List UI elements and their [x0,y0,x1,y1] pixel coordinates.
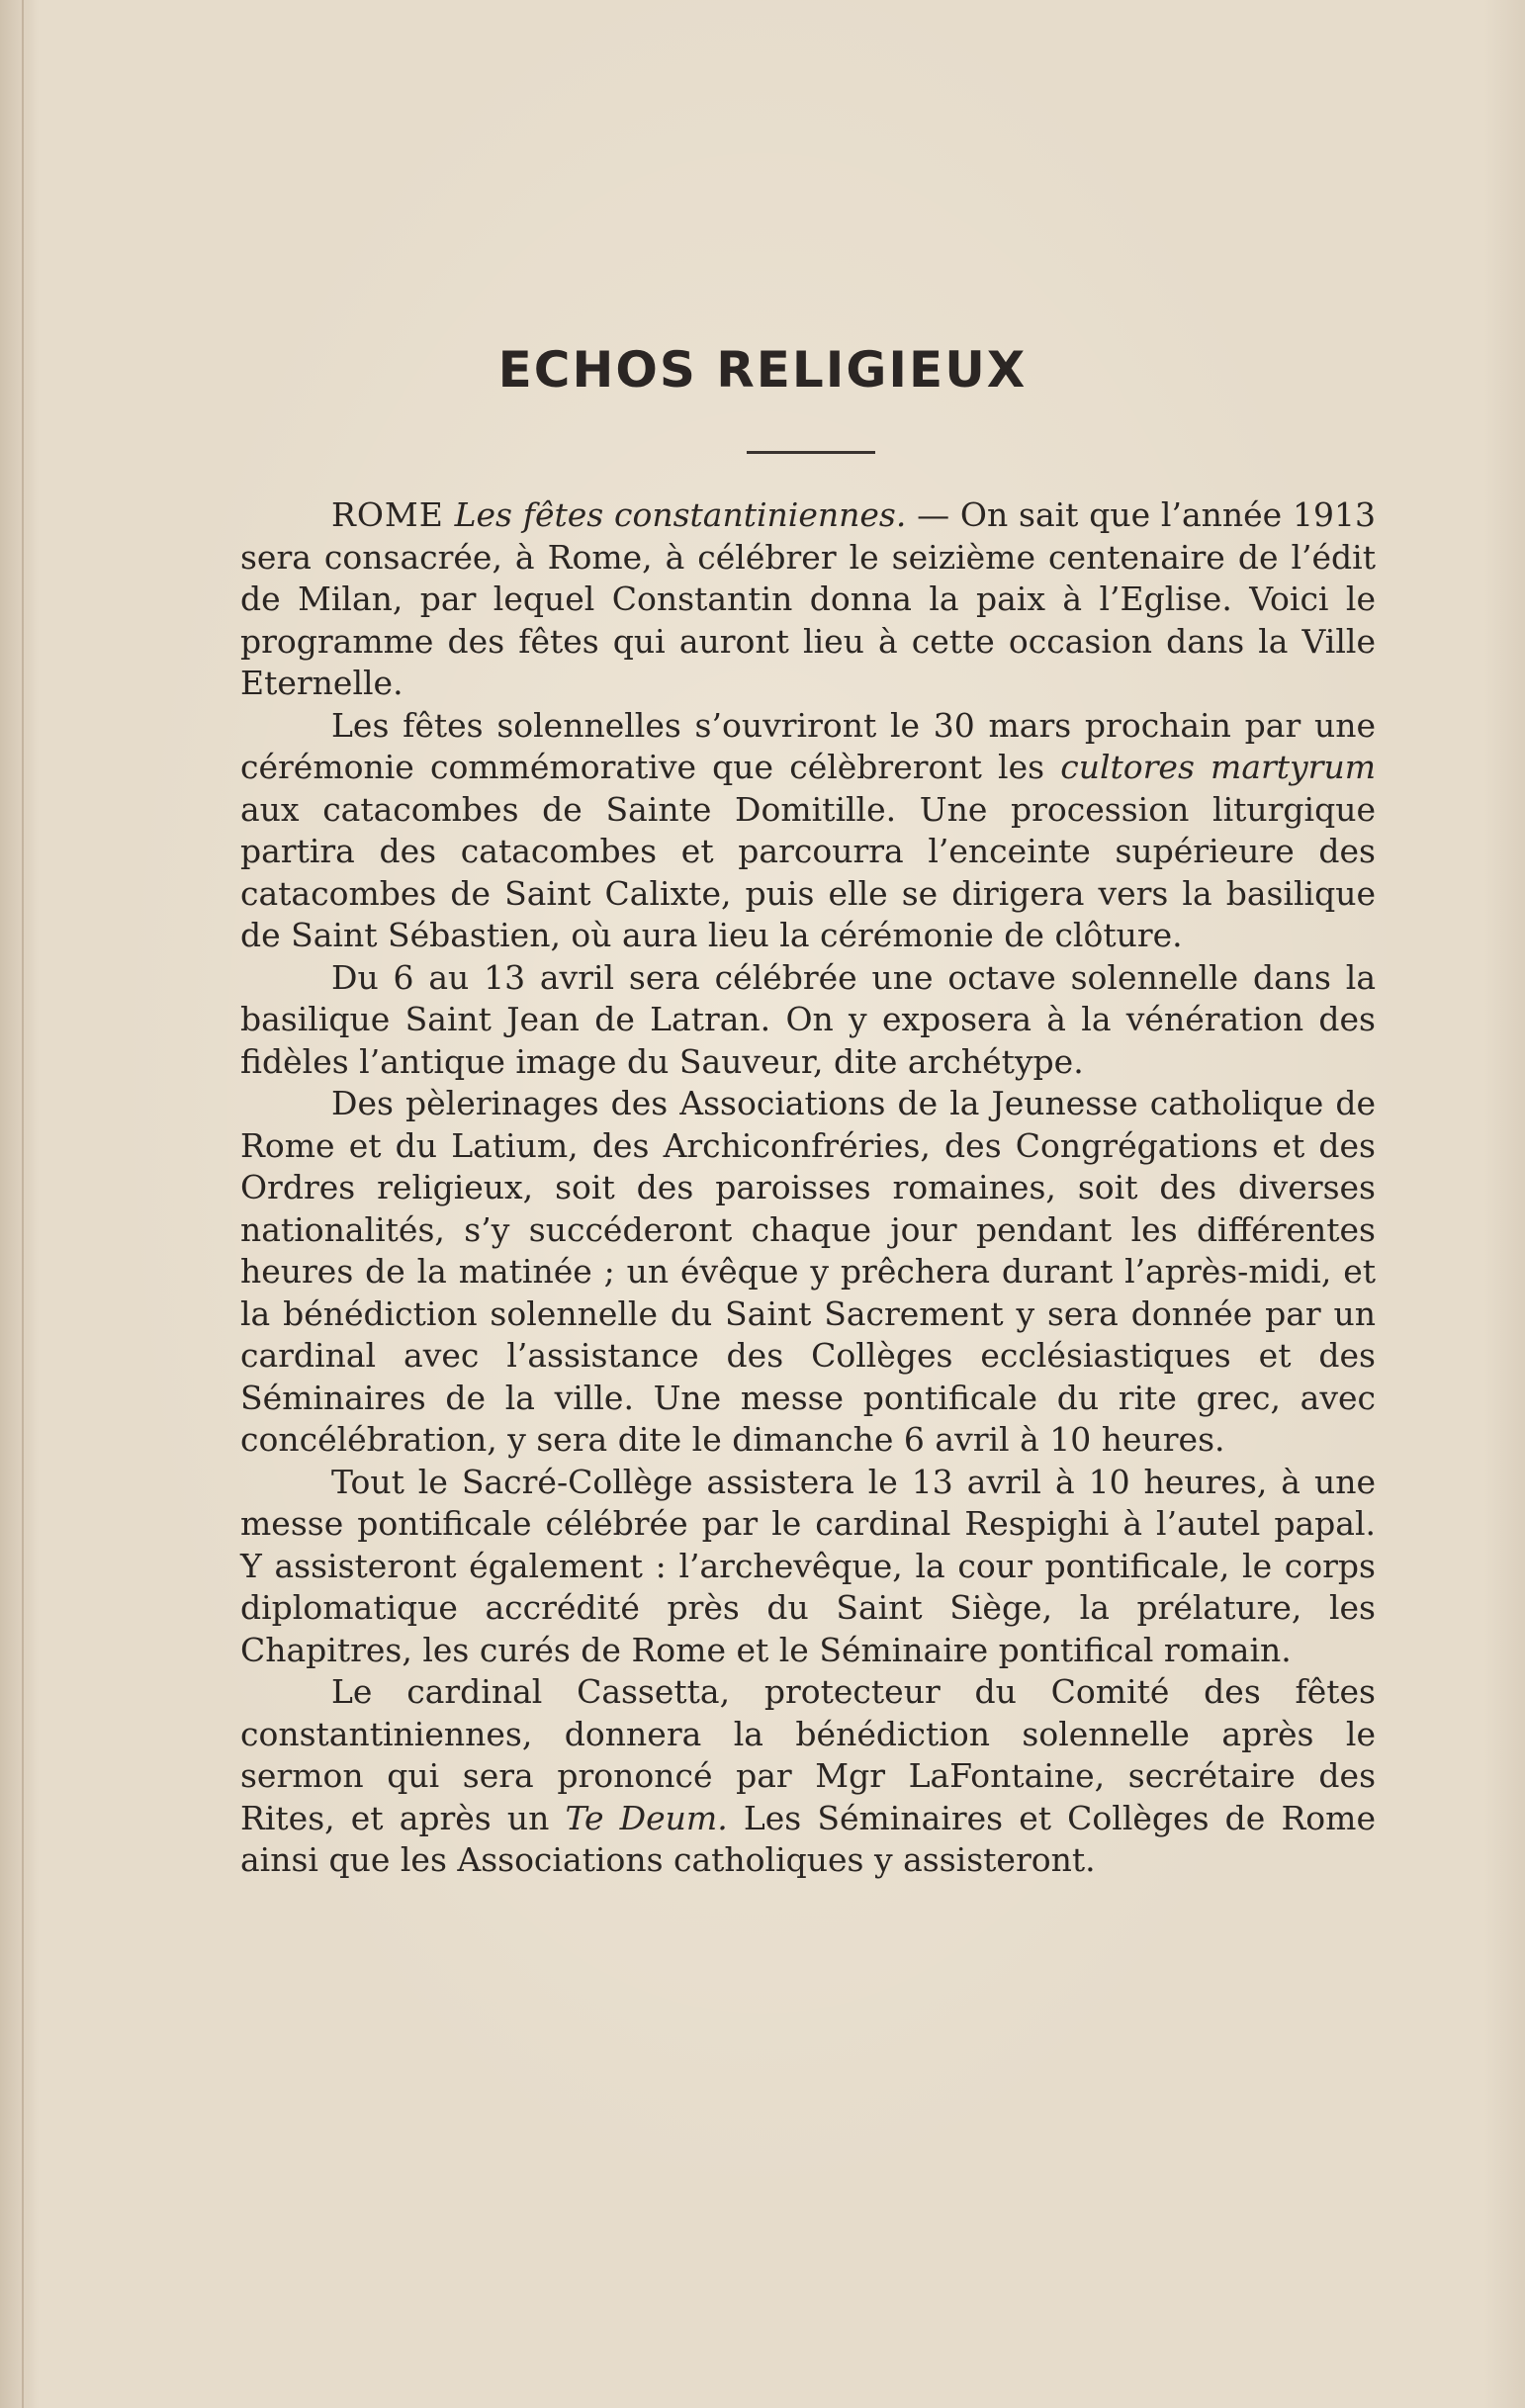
page-title: ECHOS RELIGIEUX [497,341,1028,399]
paragraph-text: On sait que l’année 1913 sera consacrée, à Rome, à célébrer le seizième centenaire de l’édit de Milan, par lequel Constantin donna la paix à l’Eglise. Voici le programme des fêtes qui auront lieu à cette occasion dans la Ville Eternelle. [240,495,1376,702]
title-divider-rule [747,451,875,454]
article-body [240,494,1376,1882]
paragraph-rome [240,494,1376,705]
paragraph-text: Les fêtes solennelles s’ouvriront le 30 mars prochain par une cérémonie commémorative que célèbreront les [240,705,1376,786]
italic-term: cultores martyrum [1060,748,1376,786]
heading-dash: — [906,495,960,534]
dateline-rome: ROME [331,495,444,534]
paragraph-fetes-solennelles [240,705,1376,957]
paragraph-pelerinages: Des pèlerinages des Associations de la Jeunesse catholique de Rome et du Latium, des Archiconfréries, des Congrégations et des Ordres religieux, soit des paroisses romaines, soit des diverses nationalités, s’y succéderont chaque jour pendant les différentes heures de la matinée ; un évêque y prêchera durant l’après-midi, et la bénédiction solennelle du Saint Sacrement y sera donnée par un cardinal avec l’assistance des Collèges ecclésiastiques et des Séminaires de la ville. Une messe pontificale du rite grec, avec concélébration, y sera dite le dimanche 6 avril à 10 heures. [240,1084,1376,1459]
paragraph-text: Les Séminaires et Collèges de Rome ainsi que les Associations catholiques y assisteront. [240,1798,1376,1879]
section-heading-italic: Les fêtes constantiniennes. [454,495,907,534]
paragraph-cardinal-cassetta [240,1671,1376,1882]
paragraph-text: aux catacombes de Sainte Domitille. Une procession liturgique partira des catacombes et parcourra l’enceinte supérieure des catacombes de Saint Calixte, puis elle se dirigera vers la basilique de Saint Sébastien, où aura lieu la cérémonie de clôture. [240,789,1376,954]
paragraph-text: Le cardinal Cassetta, protecteur du Comité des fêtes constantiniennes, donnera la bénédiction solennelle après le sermon qui sera prononcé par Mgr LaFontaine, secrétaire des Rites, et après un [240,1672,1376,1837]
paragraph-sacre-college: Tout le Sacré-Collège assistera le 13 avril à 10 heures, à une messe pontificale célébrée par le cardinal Respighi à l’autel papal. Y assisteront également : l’archevêque, la cour pontificale, le corps diplomatique accrédité près du Saint Siège, la prélature, les Chapitres, les curés de Rome et le Séminaire pontifical romain. [240,1462,1376,1669]
italic-term: Te Deum. [565,1798,728,1837]
paragraph-octave: Du 6 au 13 avril sera célébrée une octave solennelle dans la basilique Saint Jean de Latran. On y exposera à la vénération des fidèles l’antique image du Sauveur, dite archétype. [240,957,1376,1081]
